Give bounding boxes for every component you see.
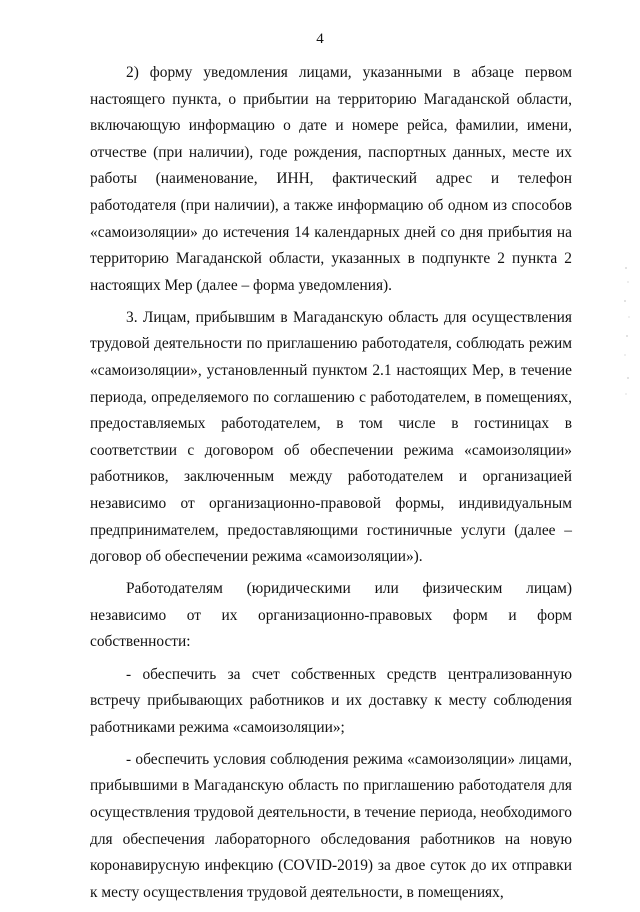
paragraph-self-isolation-workers: 3. Лицам, прибывшим в Магаданскую область для осуществления трудовой деятельности по приглашению работодателя, соблюдать режим «самоизоляции», установленный пунктом 2.1 настоящих Мер, в течение периода, определяемого по соглашению с работодателем, в помещениях, предоставляемых работодателем, в том числе в гостиницах в соответствии с договором об обеспечении режима «самоизоляции» работников, заключенным между работодателем и организацией независимо от организационно-правовой формы, индивидуальным предпринимателем, предоставляющими гостиничные услуги (далее – договор об обеспечении режима «самоизоляции»). [90,308,572,566]
page-number: 4 [316,31,324,47]
paragraph-notification-form: 2) форму уведомления лицами, указанными в абзаце первом настоящего пункта, о прибытии на территорию Магаданской области, включающую информацию о дате и номере рейса, фамилии, имени, отчестве (при наличии), годе рождения, паспортных данных, месте их работы (наименование, ИНН, фактический адрес и телефон работодателя (при наличии), а также информацию об одном из способов «самоизоляции» до истечения 14 календарных дней со дня прибытия на территорию Магаданской области, указанных в подпункте 2 пункта 2 настоящих Мер (далее – форма уведомления). [90,64,572,294]
scan-artifact-dots [622,260,632,400]
document-body [90,60,572,912]
paragraph-employers-obligations: Работодателям (юридическими или физическим лицам) независимо от их организационно-правовых форм и форм собственности: [90,580,572,651]
list-item-transport-workers: - обеспечить за счет собственных средств централизованную встречу прибывающих работников и их доставку к месту соблюдения работниками режима «самоизоляции»; [90,665,572,736]
list-item-isolation-conditions: - обеспечить условия соблюдения режима «самоизоляции» лицами, прибывшими в Магаданскую область по приглашению работодателя для осуществления трудовой деятельности, в течение периода, необходимого для обеспечения лабораторного обследования работников на новую коронавирусную инфекцию (COVID-2019) за двое суток до их отправки к месту осуществления трудовой деятельности, в помещениях, [90,750,572,901]
